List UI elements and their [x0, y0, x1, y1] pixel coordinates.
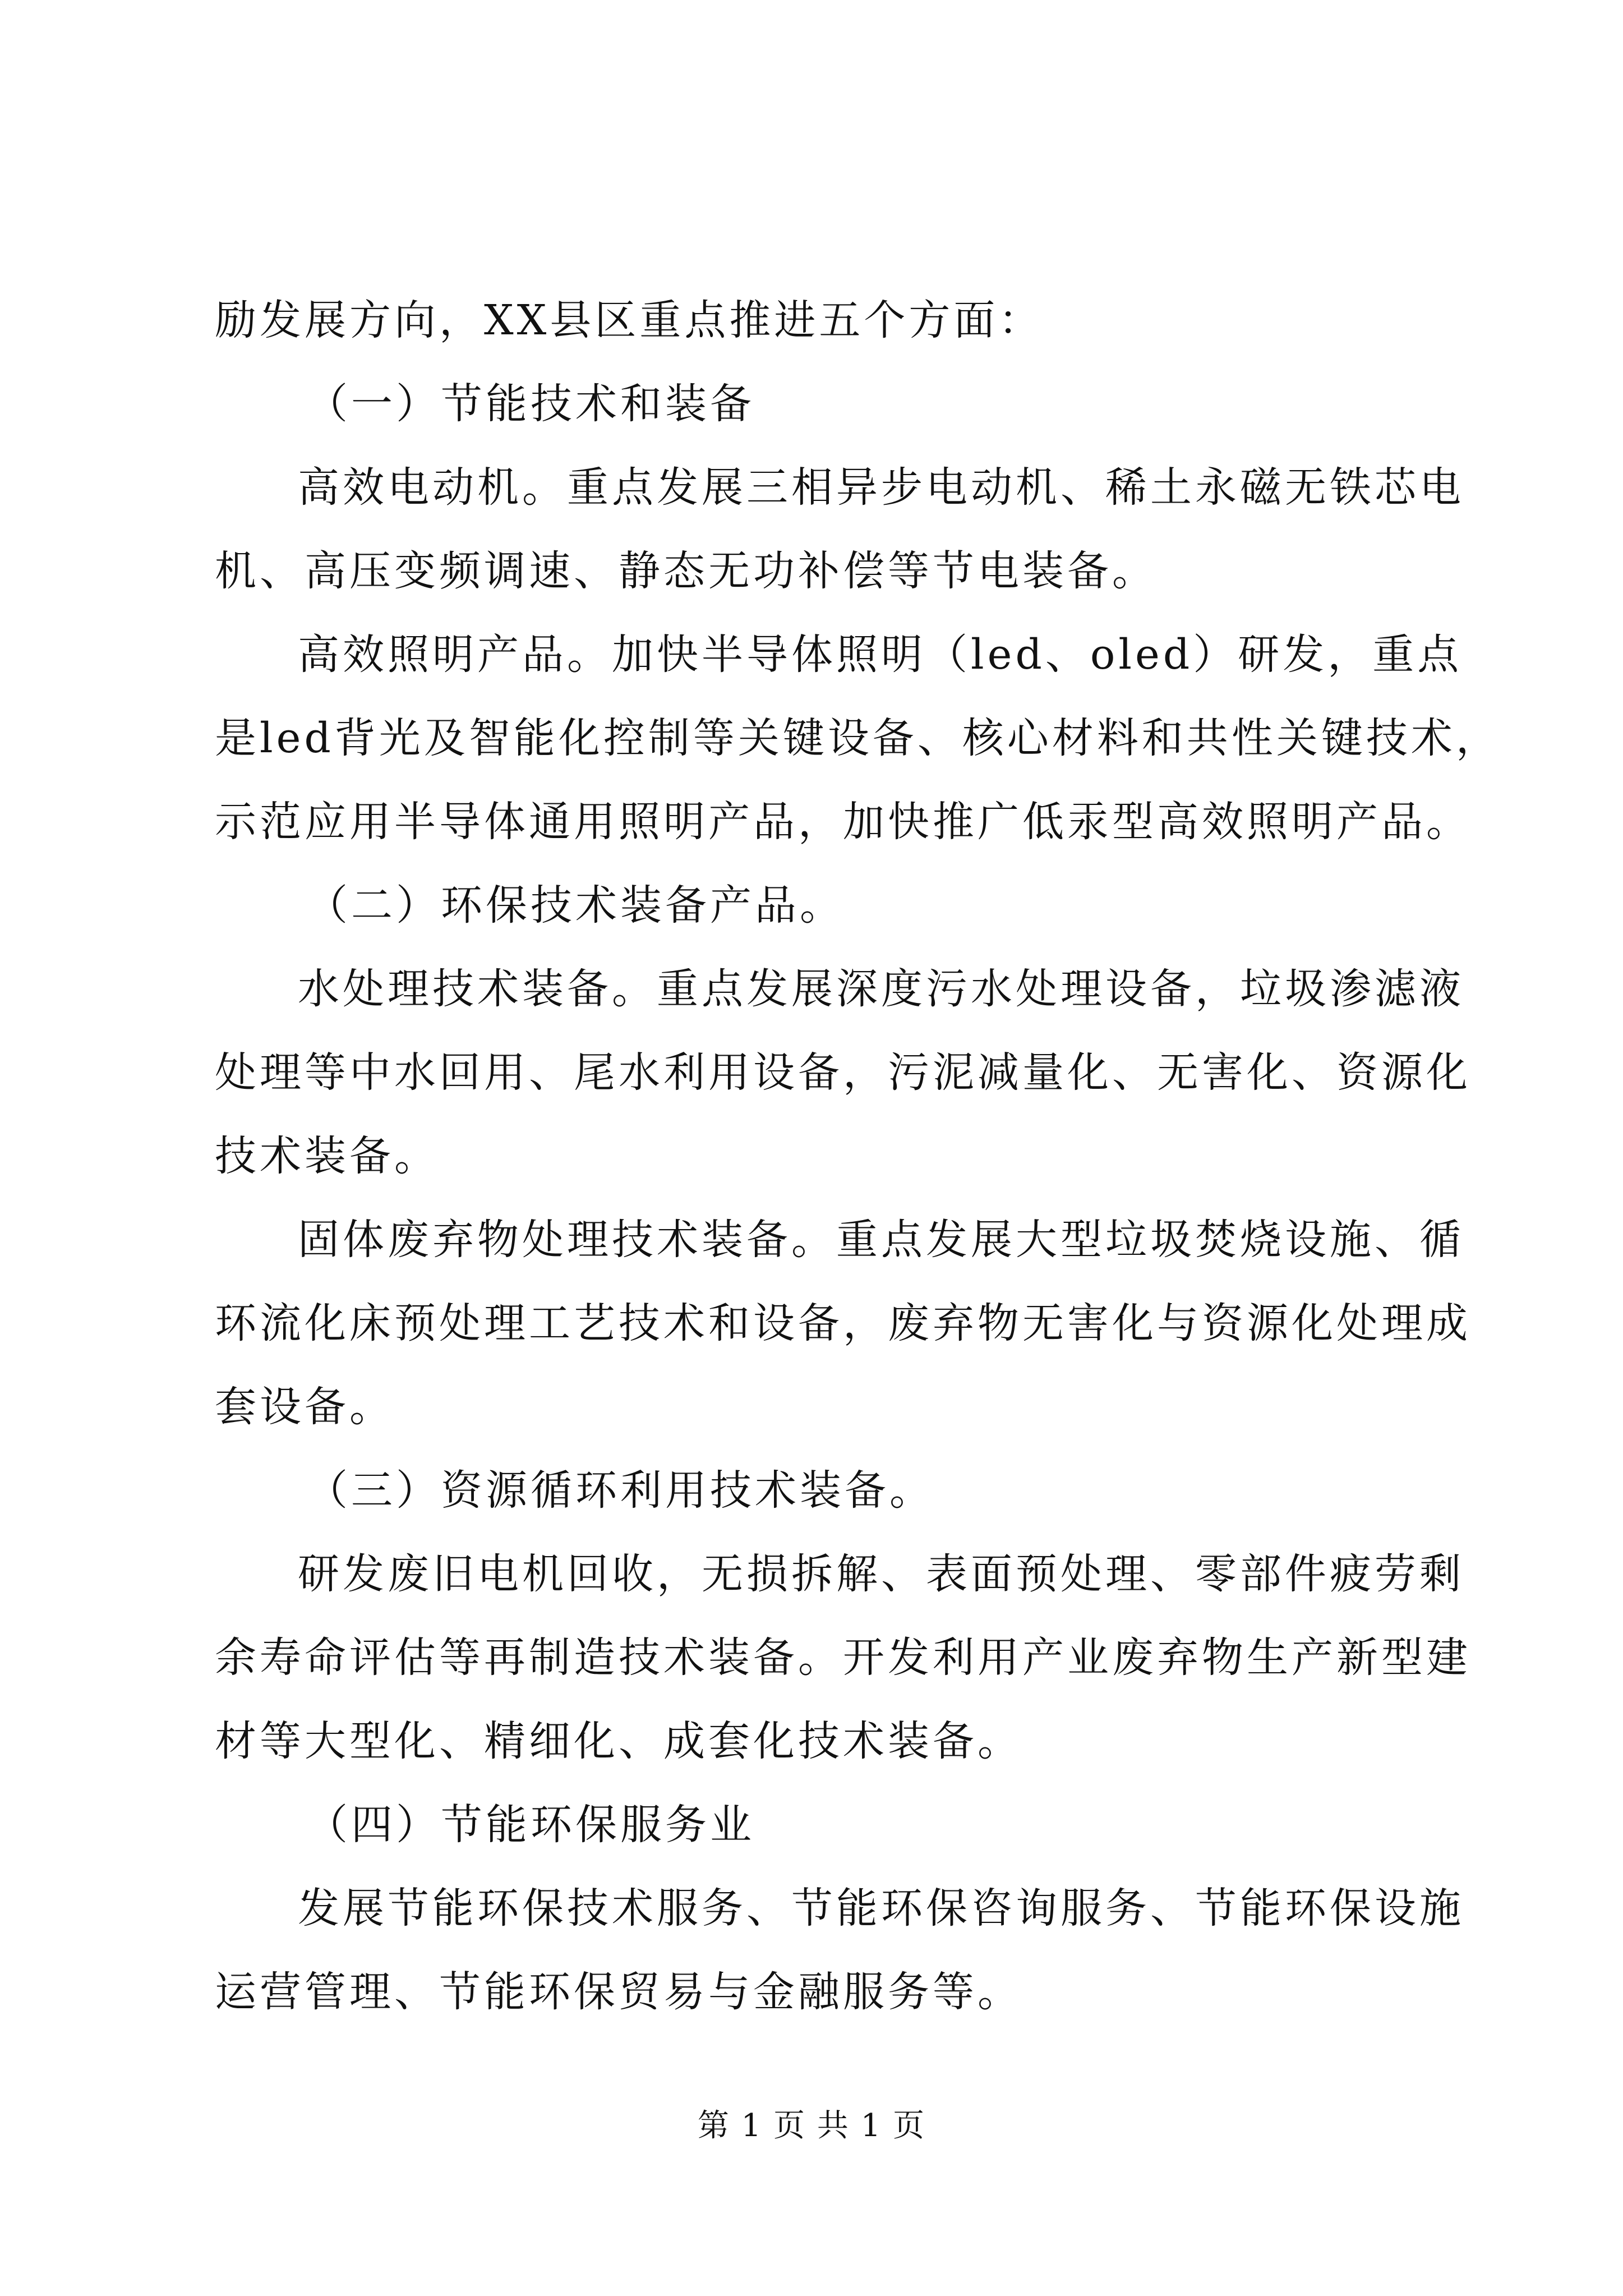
paragraph-line: 水处理技术装备。重点发展深度污水处理设备，垃圾渗滤液	[298, 965, 1464, 1013]
paragraph-line: 研发废旧电机回收，无损拆解、表面预处理、零部件疲劳剩	[298, 1550, 1464, 1598]
section-heading: （二）环保技术装备产品。	[306, 881, 845, 930]
section-heading: （三）资源循环利用技术装备。	[306, 1466, 934, 1515]
paragraph-line: 固体废弃物处理技术装备。重点发展大型垃圾焚烧设施、循	[298, 1216, 1464, 1264]
body-line: 机、高压变频调速、静态无功补偿等节电装备。	[215, 547, 1157, 595]
body-line: 示范应用半导体通用照明产品，加快推广低汞型高效照明产品。	[215, 798, 1471, 846]
body-line: 运营管理、节能环保贸易与金融服务等。	[215, 1968, 1022, 2016]
section-heading: （四）节能环保服务业	[306, 1801, 755, 1849]
body-line: 处理等中水回用、尾水利用设备，污泥减量化、无害化、资源化	[215, 1048, 1471, 1097]
body-line: 余寿命评估等再制造技术装备。开发利用产业废弃物生产新型建	[215, 1634, 1471, 1682]
paragraph-line: 高效电动机。重点发展三相异步电动机、稀土永磁无铁芯电	[298, 463, 1464, 512]
body-line: 技术装备。	[215, 1132, 439, 1180]
page-number-footer: 第 1 页 共 1 页	[697, 2108, 926, 2144]
body-line: 套设备。	[215, 1383, 394, 1431]
body-line: 环流化床预处理工艺技术和设备，废弃物无害化与资源化处理成	[215, 1299, 1471, 1347]
section-heading: （一）节能技术和装备	[306, 380, 755, 428]
body-line: 材等大型化、精细化、成套化技术装备。	[215, 1717, 1022, 1765]
paragraph-line: 高效照明产品。加快半导体照明（led、oled）研发，重点	[298, 631, 1463, 679]
body-line: 励发展方向，XX县区重点推进五个方面：	[215, 296, 1044, 344]
paragraph-line: 发展节能环保技术服务、节能环保咨询服务、节能环保设施	[298, 1884, 1464, 1932]
body-line: 是led背光及智能化控制等关键设备、核心材料和共性关键技术，	[215, 714, 1501, 762]
document-body	[215, 296, 1501, 2055]
